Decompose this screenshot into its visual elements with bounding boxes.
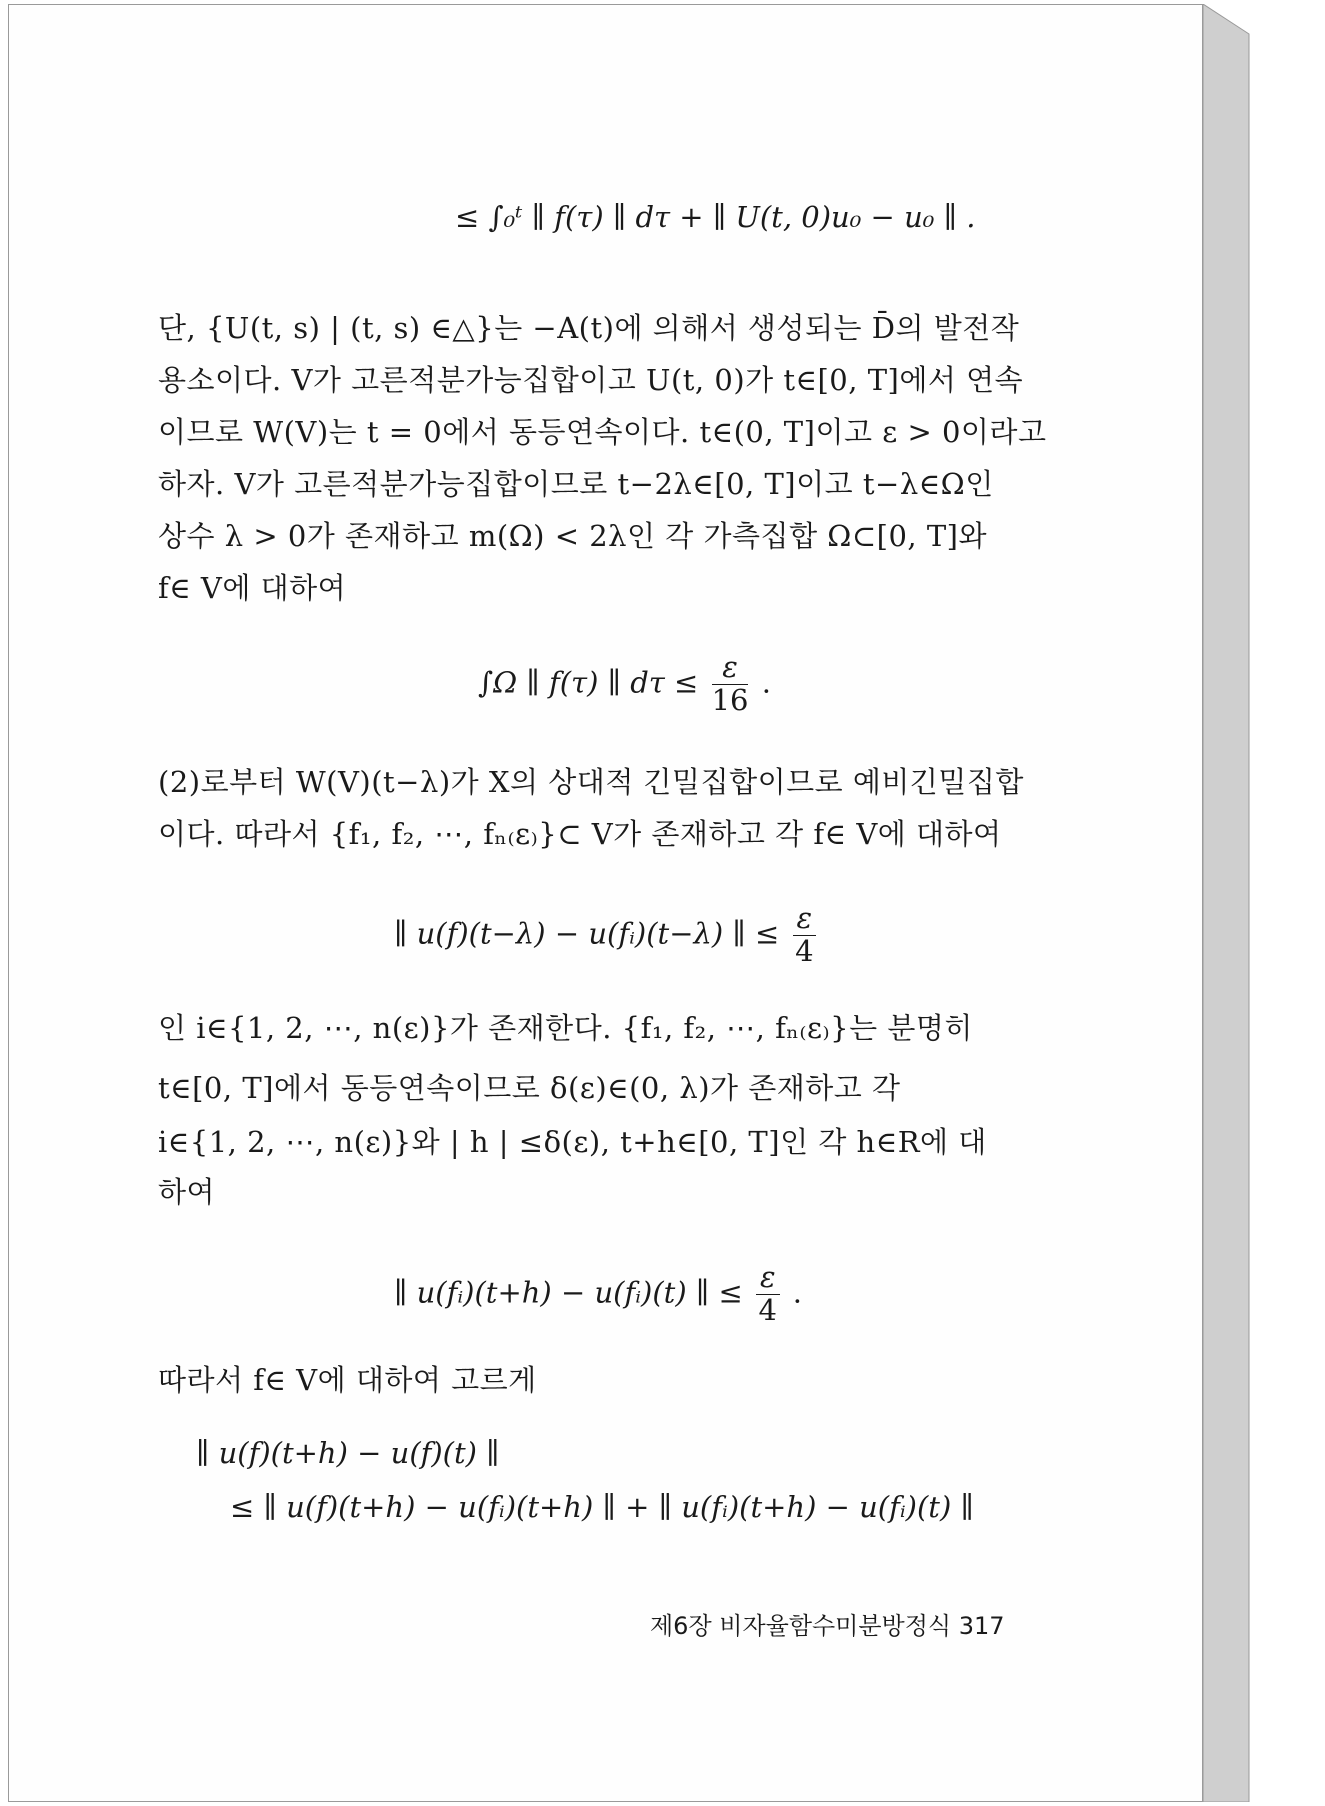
equation-2-lhs: ∫Ω ∥ f(τ) ∥ dτ ≤	[478, 665, 699, 700]
page-footer: 제6장 비자율함수미분방정식 317	[650, 1612, 1005, 1640]
equation-4	[394, 1262, 802, 1327]
equation-3-fraction	[793, 903, 817, 968]
equation-3-numerator: ε	[793, 903, 817, 936]
paragraph-3-line-3: i∈{1, 2, ⋯, n(ε)}와 | h | ≤δ(ε), t+h∈[0, T]인 각 h∈R에 대	[158, 1125, 987, 1159]
paragraph-2-line-1: (2)로부터 W(V)(t−λ)가 X의 상대적 긴밀집합이므로 예비긴밀집합	[158, 765, 1024, 799]
paragraph-1-line-2: 용소이다. V가 고른적분가능집합이고 U(t, 0)가 t∈[0, T]에서 연속	[158, 363, 1024, 397]
paragraph-1-line-4: 하자. V가 고른적분가능집합이므로 t−2λ∈[0, T]이고 t−λ∈Ω인	[158, 467, 994, 501]
paragraph-2-line-2: 이다. 따라서 {f₁, f₂, ⋯, fₙ₍ε₎}⊂ V가 존재하고 각 f∈ V에 대하여	[158, 817, 1002, 851]
book-edge	[1203, 4, 1257, 1802]
paragraph-3-line-1: 인 i∈{1, 2, ⋯, n(ε)}가 존재한다. {f₁, f₂, ⋯, fₙ₍ε₎}는 분명히	[158, 1011, 973, 1045]
equation-4-numerator: ε	[756, 1262, 780, 1295]
equation-2-denominator: 16	[711, 682, 749, 717]
paragraph-1-line-5: 상수 λ > 0가 존재하고 m(Ω) < 2λ인 각 가측집합 Ω⊂[0, T]와	[158, 519, 988, 553]
equation-1: ≤ ∫₀ᵗ ∥ f(τ) ∥ dτ + ∥ U(t, 0)u₀ − u₀ ∥ .	[455, 200, 976, 234]
equation-3-lhs: ∥ u(f)(t−λ) − u(fᵢ)(t−λ) ∥ ≤	[394, 916, 780, 951]
paragraph-1-line-1: 단, {U(t, s) | (t, s) ∈△}는 −A(t)에 의해서 생성되는 D̄의 발전작	[158, 311, 1020, 345]
equation-2-end: .	[761, 665, 771, 700]
equation-4-denominator: 4	[758, 1292, 777, 1327]
equation-4-fraction	[756, 1262, 780, 1327]
paragraph-1-line-3: 이므로 W(V)는 t = 0에서 동등연속이다. t∈(0, T]이고 ε > 0이라고	[158, 415, 1047, 449]
equation-2	[478, 652, 771, 717]
paragraph-3-line-2: t∈[0, T]에서 동등연속이므로 δ(ε)∈(0, λ)가 존재하고 각	[158, 1071, 901, 1105]
paragraph-3-line-4: 하여	[158, 1175, 216, 1209]
equation-3	[394, 903, 820, 968]
paragraph-4: 따라서 f∈ V에 대하여 고르게	[158, 1363, 537, 1397]
equation-2-numerator: ε	[712, 652, 749, 685]
equation-4-end: .	[792, 1275, 802, 1310]
equation-5-line-2: ≤ ∥ u(f)(t+h) − u(fᵢ)(t+h) ∥ + ∥ u(fᵢ)(t+h) − u(fᵢ)(t) ∥	[230, 1490, 974, 1524]
equation-2-fraction	[712, 652, 749, 717]
equation-4-lhs: ∥ u(fᵢ)(t+h) − u(fᵢ)(t) ∥ ≤	[394, 1275, 743, 1310]
paragraph-1-line-6: f∈ V에 대하여	[158, 571, 347, 605]
equation-5-line-1: ∥ u(f)(t+h) − u(f)(t) ∥	[196, 1436, 500, 1470]
equation-3-denominator: 4	[795, 933, 814, 968]
